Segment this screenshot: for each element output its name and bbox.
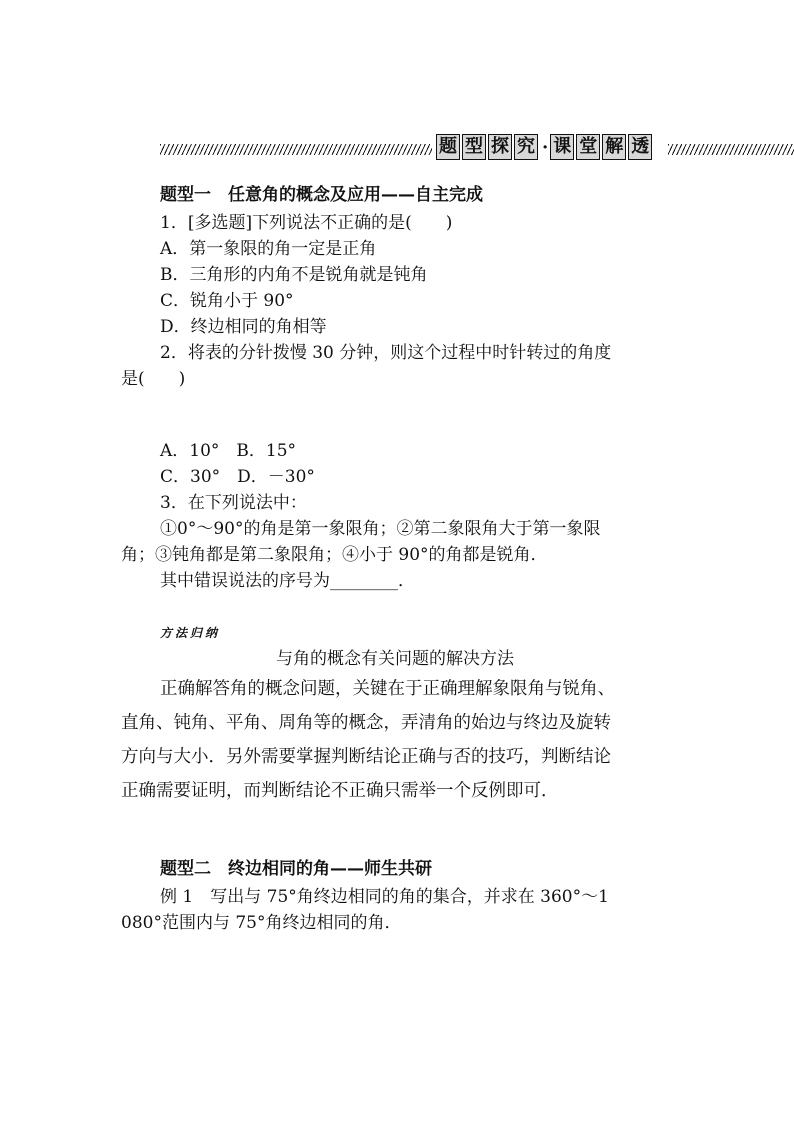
method-title: 与角的概念有关问题的解决方法 <box>276 649 514 669</box>
banner-tag: 究 <box>514 134 538 160</box>
method-line: 正确解答角的概念问题，关键在于正确理解象限角与锐角、 <box>160 679 615 699</box>
q1-option-c: C．锐角小于 90° <box>160 291 294 311</box>
q3-line1: ①0°～90°的角是第一象限角；②第二象限角大于第一象限 <box>160 519 601 539</box>
banner-tag: 探 <box>488 134 512 160</box>
method-line: 方向与大小．另外需要掌握判断结论正确与否的技巧，判断结论 <box>121 747 611 767</box>
q2-stem-line2: 是( ) <box>121 369 186 389</box>
banner-tags <box>436 132 654 162</box>
banner-tag: 课 <box>550 134 574 160</box>
q2-stem-line1: 2．将表的分针拨慢 30 分钟，则这个过程中时针转过的角度 <box>160 343 612 363</box>
section-banner <box>160 132 794 162</box>
q1-option-a: A．第一象限的角一定是正角 <box>160 239 377 259</box>
q1-option-b: B．三角形的内角不是锐角就是钝角 <box>160 265 428 285</box>
banner-tag: 透 <box>628 134 652 160</box>
section2-heading: 题型二 终边相同的角——师生共研 <box>160 859 432 879</box>
banner-hatch-left <box>160 144 432 155</box>
banner-hatch-right <box>668 144 794 155</box>
banner-tag: 堂 <box>576 134 600 160</box>
banner-separator: · <box>542 136 549 158</box>
method-label: 方法归纳 <box>160 626 221 640</box>
section1-heading: 题型一 任意角的概念及应用——自主完成 <box>160 185 483 205</box>
q1-option-d: D．终边相同的角相等 <box>160 317 327 337</box>
banner-tag: 题 <box>436 134 460 160</box>
banner-tag: 解 <box>602 134 626 160</box>
example1-line1: 例 1 写出与 75°角终边相同的角的集合，并求在 360°～1 <box>160 887 609 907</box>
q3-line2: 角；③钝角都是第二象限角；④小于 90°的角都是锐角． <box>121 545 548 565</box>
q3-stem: 3．在下列说法中： <box>160 493 307 513</box>
example1-line2: 080°范围内与 75°角终边相同的角． <box>121 913 402 933</box>
method-line: 直角、钝角、平角、周角等的概念，弄清角的始边与终边及旋转 <box>121 713 611 733</box>
q1-stem: 1．[多选题]下列说法不正确的是( ) <box>160 213 453 233</box>
q3-line3: 其中错误说法的序号为________． <box>160 571 415 591</box>
q2-options-ab: A．10° B．15° <box>160 441 297 461</box>
q2-options-cd: C．30° D．－30° <box>160 467 315 487</box>
banner-tag: 型 <box>462 134 486 160</box>
method-line: 正确需要证明，而判断结论不正确只需举一个反例即可． <box>121 781 559 801</box>
